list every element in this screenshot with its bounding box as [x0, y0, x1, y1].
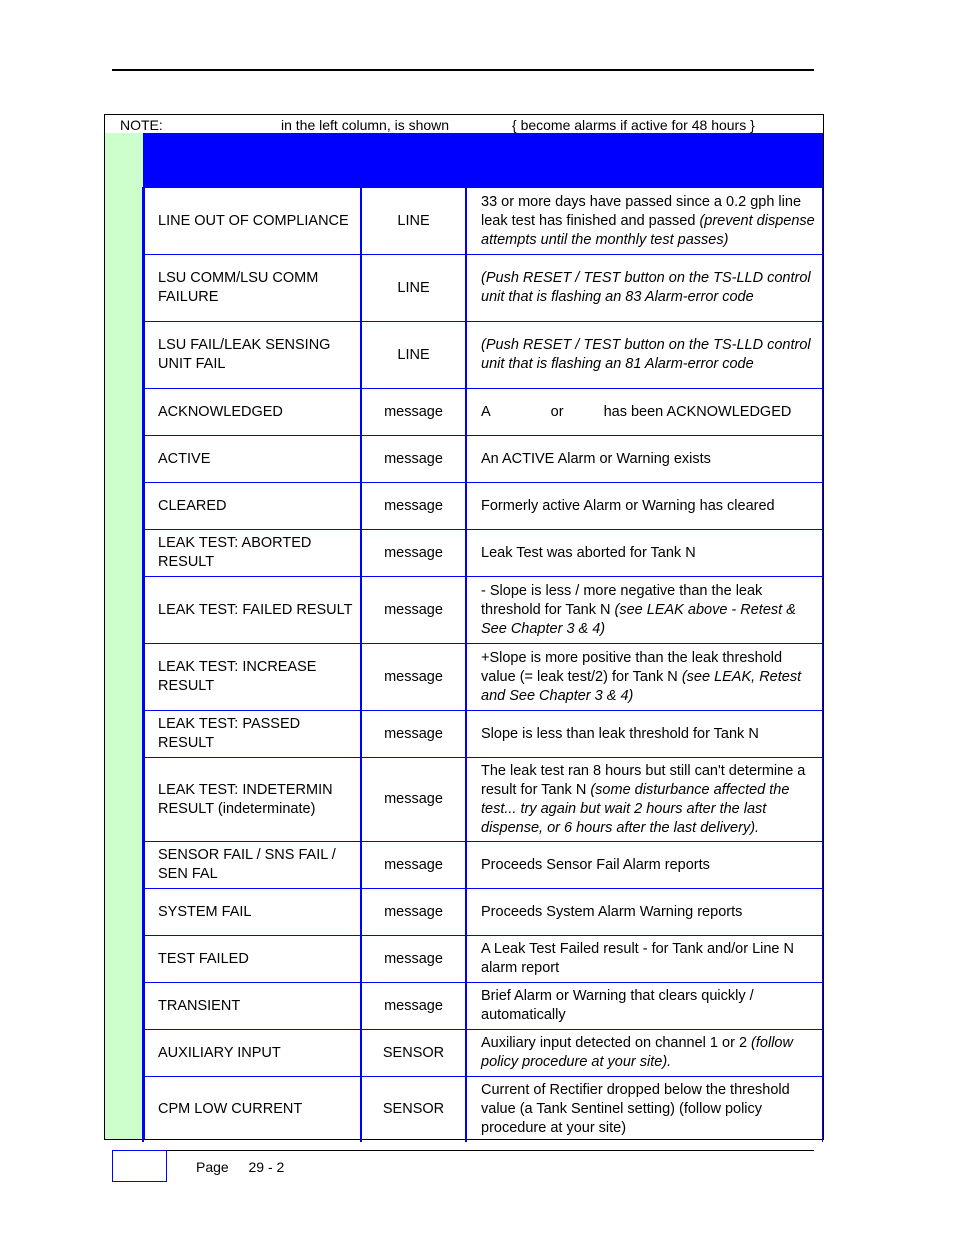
- alarm-name: TRANSIENT: [143, 983, 361, 1030]
- alarm-description: Proceeds System Alarm Warning reports: [466, 889, 823, 936]
- alarm-description: [466, 322, 823, 389]
- alarm-description: [466, 758, 823, 842]
- description-part-c: has been ACKNOWLEDGED: [603, 403, 792, 420]
- alarm-type: message: [361, 758, 466, 842]
- alarm-description: [466, 188, 823, 255]
- page-number: 29 - 2: [248, 1159, 285, 1175]
- table-row: [143, 1030, 823, 1077]
- description-text: 33 or more days have passed since a 0.2 gph line leak test has finished and passed: [481, 193, 802, 229]
- table-row: [143, 711, 823, 758]
- alarm-name: AUXILIARY INPUT: [143, 1030, 361, 1077]
- alarm-name: CPM LOW CURRENT: [143, 1077, 361, 1142]
- alarm-name: ACKNOWLEDGED: [143, 389, 361, 436]
- table-row: [143, 889, 823, 936]
- alarm-name: LEAK TEST: FAILED RESULT: [143, 577, 361, 644]
- alarm-description: An ACTIVE Alarm or Warning exists: [466, 436, 823, 483]
- bottom-rule: [112, 1150, 814, 1151]
- alarm-description: [466, 577, 823, 644]
- alarm-description: [466, 389, 823, 436]
- alarm-description: Proceeds Sensor Fail Alarm reports: [466, 842, 823, 889]
- page-label: Page: [196, 1159, 229, 1175]
- alarm-type: message: [361, 936, 466, 983]
- alarm-type: SENSOR: [361, 1030, 466, 1077]
- alarm-description: Slope is less than leak threshold for Tank N: [466, 711, 823, 758]
- table-row: [143, 188, 823, 255]
- note-label: NOTE:: [120, 117, 163, 133]
- alarm-name: CLEARED: [143, 483, 361, 530]
- alarm-name: LEAK TEST: INCREASE RESULT: [143, 644, 361, 711]
- alarm-type: message: [361, 436, 466, 483]
- alarm-name: ACTIVE: [143, 436, 361, 483]
- description-italic: (follow policy procedure at your site).: [481, 1035, 793, 1070]
- table-row: [143, 577, 823, 644]
- description-text: +Slope is more positive than the leak threshold value (= leak test/2) for Tank N: [481, 649, 783, 685]
- description-text: Auxiliary input detected on channel 1 or 2: [481, 1035, 748, 1051]
- table-row: [143, 322, 823, 389]
- table-row: [143, 483, 823, 530]
- description-italic: (see LEAK, Retest and See Chapter 3 & 4): [481, 668, 802, 704]
- alarm-name: LSU FAIL/LEAK SENSING UNIT FAIL: [143, 322, 361, 389]
- alarm-type: LINE: [361, 188, 466, 255]
- alarm-description: Brief Alarm or Warning that clears quickly / automatically: [466, 983, 823, 1030]
- alarm-description: Leak Test was aborted for Tank N: [466, 530, 823, 577]
- page-footer: [196, 1159, 284, 1175]
- blue-header-band: [145, 133, 823, 188]
- alarm-name: LSU COMM/LSU COMM FAILURE: [143, 255, 361, 322]
- alarm-type: LINE: [361, 255, 466, 322]
- table-row: [143, 530, 823, 577]
- page-logo-box: [112, 1150, 167, 1182]
- alarm-type: message: [361, 577, 466, 644]
- table-row: [143, 436, 823, 483]
- table-row: [143, 936, 823, 983]
- alarm-description: [466, 1030, 823, 1077]
- green-side-strip: [105, 133, 145, 1139]
- description-text: The leak test ran 8 hours but still can't determine a result for Tank N: [481, 762, 806, 798]
- description-text: - Slope is less / more negative than the leak threshold for Tank N: [481, 582, 763, 618]
- alarm-type: message: [361, 530, 466, 577]
- alarm-name: SENSOR FAIL / SNS FAIL / SEN FAL: [143, 842, 361, 889]
- alarm-description: [466, 255, 823, 322]
- alarm-description: [466, 644, 823, 711]
- alarm-table: [142, 187, 823, 1142]
- alarm-name: LEAK TEST: PASSED RESULT: [143, 711, 361, 758]
- alarm-name: TEST FAILED: [143, 936, 361, 983]
- alarm-type: message: [361, 483, 466, 530]
- alarm-name: LEAK TEST: ABORTED RESULT: [143, 530, 361, 577]
- alarm-name: LEAK TEST: INDETERMIN RESULT (indeterminate): [143, 758, 361, 842]
- table-row: [143, 389, 823, 436]
- top-rule: [112, 69, 814, 71]
- description-italic: (prevent dispense attempts until the monthly test passes): [481, 212, 815, 248]
- table-row: [143, 644, 823, 711]
- alarm-type: message: [361, 389, 466, 436]
- note-bar: [105, 115, 823, 133]
- alarm-description: Current of Rectifier dropped below the threshold value (a Tank Sentinel setting) (follow policy procedure at your site): [466, 1077, 823, 1142]
- description-part-a: A: [481, 403, 491, 420]
- alarm-name: LINE OUT OF COMPLIANCE: [143, 188, 361, 255]
- alarm-type: message: [361, 644, 466, 711]
- alarm-name: SYSTEM FAIL: [143, 889, 361, 936]
- description-italic: (Push RESET / TEST button on the TS-LLD control unit that is flashing an 81 Alarm-error code: [481, 337, 811, 372]
- table-row: [143, 1077, 823, 1142]
- table-row: [143, 842, 823, 889]
- alarm-description: Formerly active Alarm or Warning has cleared: [466, 483, 823, 530]
- description-part-b: or: [550, 403, 564, 420]
- alarm-type: message: [361, 983, 466, 1030]
- table-row: [143, 255, 823, 322]
- alarm-description: A Leak Test Failed result - for Tank and/or Line N alarm report: [466, 936, 823, 983]
- description-italic: (some disturbance affected the test... try again but wait 2 hours after the last dispense, or 6 hours after the last delivery).: [481, 781, 790, 836]
- description-italic: (Push RESET / TEST button on the TS-LLD control unit that is flashing an 83 Alarm-error code: [481, 270, 811, 305]
- alarm-type: SENSOR: [361, 1077, 466, 1142]
- note-text-middle: in the left column, is shown: [281, 117, 450, 133]
- alarm-type: message: [361, 842, 466, 889]
- note-text-right: { become alarms if active for 48 hours }: [512, 117, 755, 133]
- alarm-type: message: [361, 711, 466, 758]
- alarm-type: message: [361, 889, 466, 936]
- description-italic: (see LEAK above - Retest & See Chapter 3 & 4): [481, 601, 796, 637]
- table-row: [143, 983, 823, 1030]
- table-row: [143, 758, 823, 842]
- alarm-type: LINE: [361, 322, 466, 389]
